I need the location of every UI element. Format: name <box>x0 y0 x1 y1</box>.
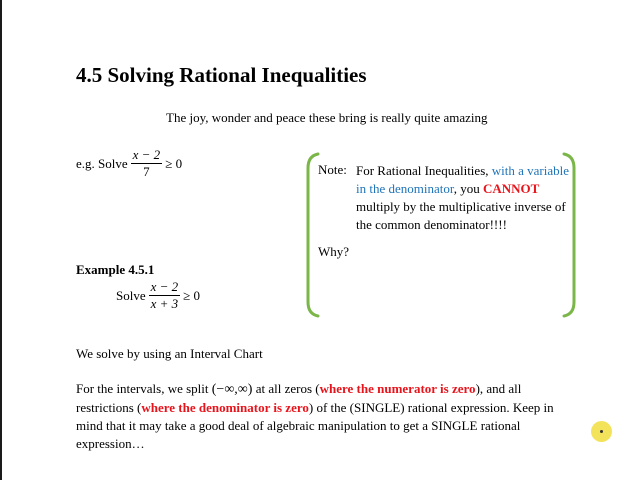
eg-relation: ≥ 0 <box>165 155 183 171</box>
note-part1: For Rational Inequalities, <box>356 163 489 178</box>
example-inequality <box>116 280 200 311</box>
note-variable-denominator: with a variable in the denominator <box>356 163 570 196</box>
note-part3: , you <box>453 181 480 196</box>
left-border <box>0 0 2 480</box>
note-label: Note: <box>318 162 347 177</box>
example-fraction <box>149 280 181 311</box>
example-solve: Solve <box>116 287 146 303</box>
note-part5: multiply by the multiplicative inverse of the common denominator!!!! <box>356 199 566 232</box>
interval-chart-text: We solve by using an Interval Chart <box>76 346 263 361</box>
eg-denominator: 7 <box>143 164 150 179</box>
intervals-p4: ) of the (SINGLE) rational expression. Keep in mind that it may take a good deal of algebraic manipulation to get a SINGLE rational expression… <box>76 400 554 451</box>
eg-fraction <box>131 148 163 179</box>
numerator-zero-text: where the numerator is zero <box>319 381 476 396</box>
why-question: Why? <box>318 244 350 259</box>
note-cannot: CANNOT <box>482 181 540 196</box>
example-denominator: x + 3 <box>150 296 179 311</box>
eg-inequality <box>76 148 182 179</box>
denominator-zero-text: where the denominator is zero <box>141 400 309 415</box>
page-title: 4.5 Solving Rational Inequalities <box>76 63 367 87</box>
eg-numerator: x − 2 <box>132 147 161 162</box>
example-numerator: x − 2 <box>150 279 179 294</box>
cursor-dot-icon <box>600 430 603 433</box>
intervals-paragraph <box>76 380 556 453</box>
intervals-p2: at all zeros ( <box>255 381 320 396</box>
intervals-p3: ), and all restrictions ( <box>76 381 522 415</box>
eg-prefix: e.g. Solve <box>76 155 128 171</box>
left-bracket <box>308 154 318 316</box>
subtitle: The joy, wonder and peace these bring is really quite amazing <box>166 110 488 125</box>
example-relation: ≥ 0 <box>183 287 201 303</box>
interval-notation: (−∞,∞) <box>211 382 253 397</box>
note-text <box>356 162 570 234</box>
example-heading: Example 4.5.1 <box>76 262 155 277</box>
intervals-p1: For the intervals, we split <box>76 381 209 396</box>
